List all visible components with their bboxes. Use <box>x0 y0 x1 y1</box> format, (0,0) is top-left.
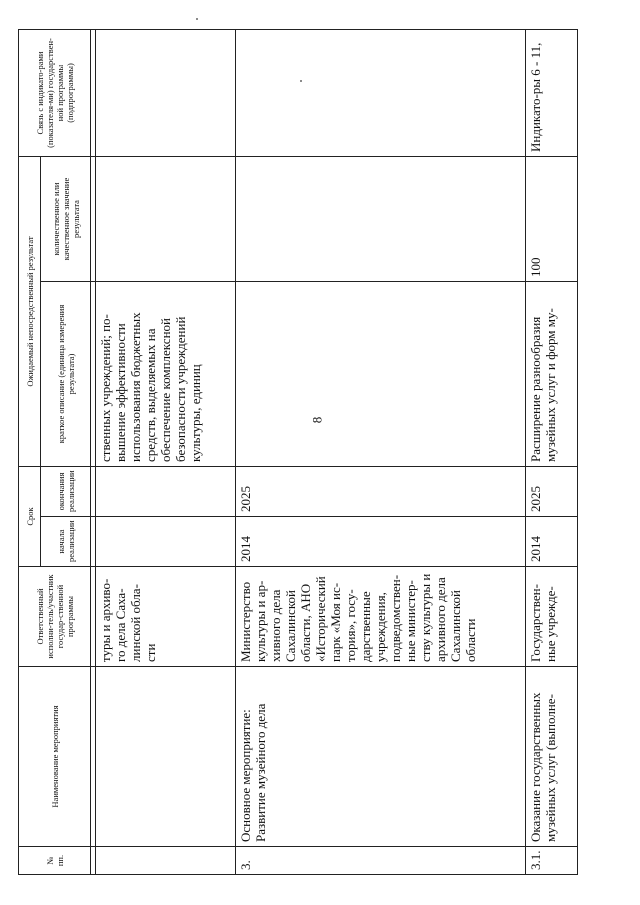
cell-responsible: Государствен-ные учрежде- <box>526 567 578 667</box>
header-row-1 <box>19 30 41 875</box>
cell-start <box>96 517 236 567</box>
cell-link <box>96 30 236 157</box>
cell-result-short: Расширение разнообразия музейных услуг и форм му- <box>526 282 578 467</box>
header-end: окончания реализации <box>41 467 91 517</box>
cell-link <box>236 30 526 157</box>
cell-end: 2025 <box>236 467 526 517</box>
cell-link: Индикато-ры 6 - 11, <box>526 30 578 157</box>
cell-responsible: Министерство культуры и ар-хивного дела Сахалинской области, АНО «Исторический парк «Моя ис-тория», госу-дарственные учреждения, подведомствен-ные министер-ству культуры и архивного дела Сахалинской области <box>236 567 526 667</box>
cell-responsible: туры и архиво-го дела Саха-линской обла-сти <box>96 567 236 667</box>
header-term: Срок <box>19 467 41 567</box>
rotated-page-content <box>18 30 580 875</box>
cell-result-value: 100 <box>526 157 578 282</box>
cell-result-value <box>236 157 526 282</box>
cell-name: Основное мероприятие: Развитие музейного дела <box>236 667 526 847</box>
header-result: Ожидаемый непосредственный результат <box>19 157 41 467</box>
table-row <box>96 30 236 875</box>
cell-name <box>96 667 236 847</box>
header-name: Наименование мероприятия <box>19 667 91 847</box>
page-number: 8 <box>309 416 325 424</box>
header-responsible: Ответственный исполни-тель/участник государ-ственной программы <box>19 567 91 667</box>
cell-end: 2025 <box>526 467 578 517</box>
cell-result-short <box>236 282 526 467</box>
header-num: № пп. <box>19 847 91 875</box>
cell-num: 3.1. <box>526 847 578 875</box>
cell-num <box>96 847 236 875</box>
header-result-value: количественное или качественное значение результата <box>41 157 91 282</box>
header-link: Связь с индикато-рами (показателя-ми) государствен-ной программы (подпрограммы) <box>19 30 91 157</box>
cell-end <box>96 467 236 517</box>
cell-num: 3. <box>236 847 526 875</box>
header-start: начала реализации <box>41 517 91 567</box>
cell-start: 2014 <box>526 517 578 567</box>
cell-name: Оказание государственных музейных услуг (выполне- <box>526 667 578 847</box>
cell-result-short: ственных учреждений; по-вышение эффективности использования бюджетных средств, выделяемых на обеспечение комплексной безопасности учреждений культуры, единиц <box>96 282 236 467</box>
table-row <box>236 30 526 875</box>
cell-start: 2014 <box>236 517 526 567</box>
cell-result-value <box>96 157 236 282</box>
scan-speck <box>196 18 198 20</box>
table-row <box>526 30 578 875</box>
header-result-short: краткое описание (единица измерения результата) <box>41 282 91 467</box>
scan-speck <box>300 80 302 82</box>
measures-table <box>18 29 578 875</box>
